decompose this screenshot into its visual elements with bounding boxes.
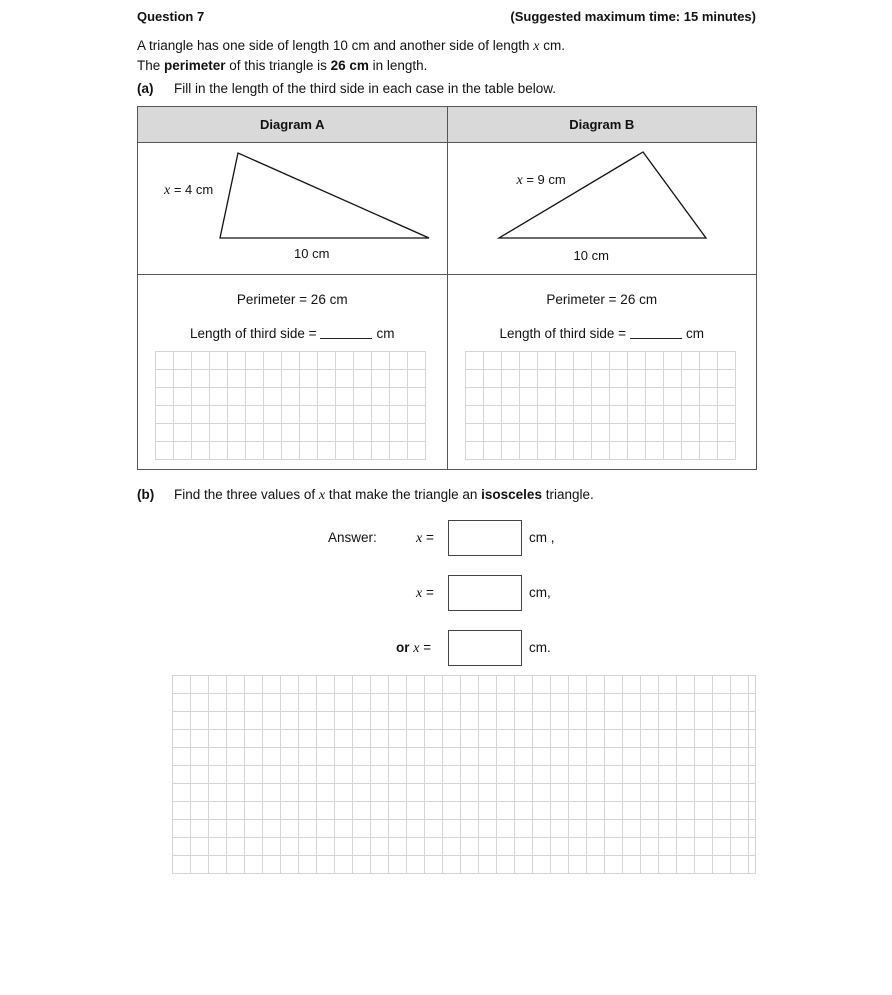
question-intro — [137, 36, 565, 75]
answer-1-box[interactable] — [448, 520, 522, 556]
part-a-label: (a) — [137, 81, 154, 96]
diagram-b-heading: Diagram B — [447, 107, 757, 143]
diagram-a-working-grid[interactable] — [155, 351, 426, 460]
diagram-a-triangle — [138, 143, 446, 274]
intro-line-2: The perimeter of this triangle is 26 cm in length. — [137, 58, 428, 73]
part-a-instruction — [137, 81, 556, 96]
part-a-text: Fill in the length of the third side in each case in the table below. — [174, 81, 556, 96]
diagram-a-heading: Diagram A — [138, 107, 448, 143]
diagram-a-third-side: Length of third side = cm — [190, 326, 395, 341]
diagram-a-perimeter: Perimeter = 26 cm — [236, 292, 348, 307]
answer-3-var: or x = — [396, 640, 432, 656]
diagram-a-cell — [138, 143, 448, 275]
part-b-working-grid[interactable] — [172, 675, 756, 874]
question-title: Question 7 — [137, 9, 205, 24]
diagram-a-answer-blank[interactable] — [320, 326, 372, 339]
part-b-label: (b) — [137, 487, 155, 502]
answer-1-var: x = — [416, 530, 434, 546]
diagram-a-side-label: x = 4 cm — [164, 182, 214, 198]
answer-2-box[interactable] — [448, 575, 522, 611]
diagram-b-answer-blank[interactable] — [630, 326, 682, 339]
answer-3-box[interactable] — [448, 630, 522, 666]
part-b-text: Find the three values of x that make the triangle an isosceles triangle. — [174, 487, 594, 503]
part-b-instruction — [137, 487, 594, 503]
answer-label: Answer: — [328, 530, 377, 545]
answer-2-unit: cm, — [529, 585, 551, 600]
answer-1-unit: cm , — [529, 530, 555, 545]
diagram-b-working-grid[interactable] — [465, 351, 736, 460]
diagram-a-base-label: 10 cm — [294, 246, 330, 261]
answer-2-var: x = — [416, 585, 434, 601]
suggested-time: (Suggested maximum time: 15 minutes) — [510, 9, 756, 24]
diagram-b-cell — [447, 143, 757, 275]
answer-3-unit: cm. — [529, 640, 551, 655]
diagram-a-working-cell — [138, 275, 448, 470]
diagram-b-working-cell — [447, 275, 757, 470]
diagram-table — [137, 106, 757, 470]
diagram-b-base-label: 10 cm — [573, 248, 609, 263]
diagram-b-perimeter: Perimeter = 26 cm — [546, 292, 658, 307]
diagram-b-side-label: x = 9 cm — [516, 172, 566, 188]
intro-line-1: A triangle has one side of length 10 cm and another side of length x cm. — [137, 38, 565, 54]
diagram-b-third-side: Length of third side = cm — [499, 326, 704, 341]
